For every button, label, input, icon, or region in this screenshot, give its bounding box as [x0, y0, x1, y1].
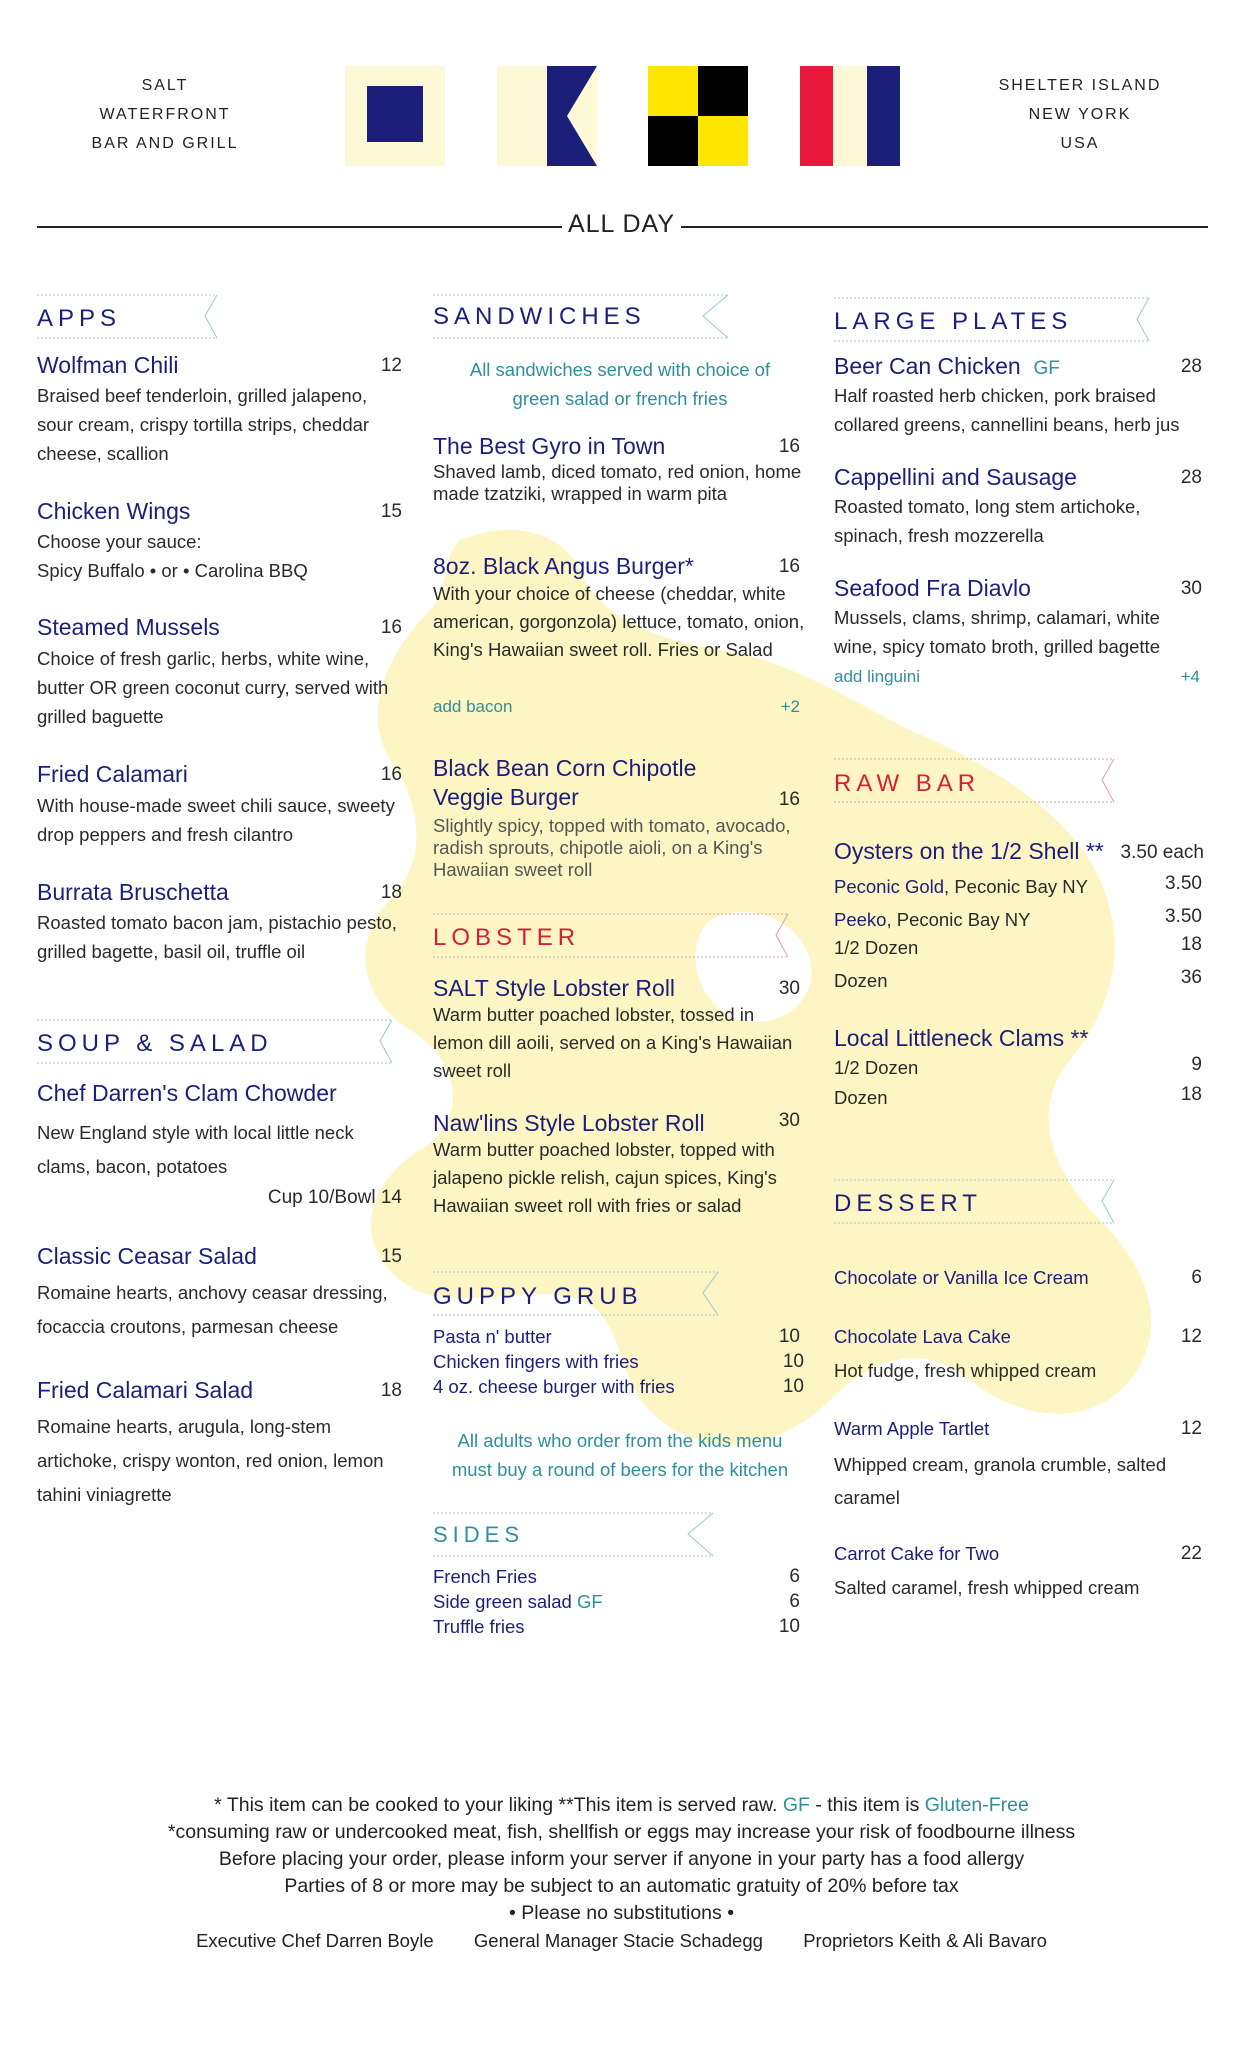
menu-item-price: 3.50 each [1120, 842, 1204, 863]
menu-item-desc: Romaine hearts, anchovy ceasar dressing, focaccia croutons, parmesan cheese [37, 1282, 388, 1337]
section-title-sides: SIDES [433, 1522, 525, 1547]
menu-item-name: Cappellini and Sausage [834, 464, 1077, 490]
menu-item-price: 3.50 [1165, 906, 1202, 927]
menu-item-desc: Whipped cream, granola crumble, salted caramel [834, 1454, 1167, 1508]
oyster-name: Peconic Gold [834, 876, 945, 897]
footer-line: Before placing your order, please inform your server if anyone in your party has a food allergy [218, 1848, 1025, 1870]
staff-credits [0, 1927, 1243, 1954]
section-title-large-plates: LARGE PLATES [834, 308, 1073, 335]
menu-item-name: Wolfman Chili [37, 352, 179, 378]
menu-item-price: 10 [782, 1376, 804, 1397]
oyster-origin: , Peconic Bay NY [944, 876, 1088, 897]
menu-item-price: 30 [1180, 578, 1202, 599]
side-name: Side green salad [433, 1591, 572, 1612]
menu-item-name: The Best Gyro in Town [433, 433, 666, 459]
menu-item-price: 18 [380, 882, 402, 903]
footer-line [0, 1792, 1243, 1819]
menu-item-price: 10 [778, 1616, 800, 1637]
menu-item-desc: Salted caramel, fresh whipped cream [834, 1577, 1140, 1598]
restaurant-name-block [70, 71, 260, 158]
header-right-line: SHELTER ISLAND [998, 77, 1162, 94]
menu-item-name: Oysters on the 1/2 Shell ** [834, 838, 1104, 864]
menu-item-price: 36 [1180, 967, 1202, 988]
addon-price: +2 [780, 697, 800, 716]
menu-item-desc: Warm butter poached lobster, topped with jalapeno pickle relish, cajun spices, King's Hawaiian sweet roll with fries or salad [433, 1139, 777, 1216]
menu-item-price: 22 [1180, 1543, 1202, 1564]
menu-item-price: 16 [778, 556, 800, 577]
footer-line: Parties of 8 or more may be subject to an automatic gratuity of 20% before tax [284, 1875, 959, 1897]
section-title-soup-salad: SOUP & SALAD [37, 1030, 273, 1057]
section-title-raw-bar: RAW BAR [834, 770, 981, 797]
menu-item-price: 16 [380, 764, 402, 785]
clam-row-label: Dozen [834, 1087, 888, 1108]
oyster-row-label: 1/2 Dozen [834, 937, 919, 958]
staff-name: Executive Chef Darren Boyle [196, 1930, 434, 1951]
section-title-lobster: LOBSTER [433, 924, 581, 951]
flag-l-icon [648, 66, 748, 166]
menu-item-name: Steamed Mussels [37, 614, 220, 640]
header-left-line: BAR AND GRILL [91, 135, 239, 152]
footer-text: * This item can be cooked to your liking **This item is served raw. [214, 1794, 778, 1816]
footer-line: *consuming raw or undercooked meat, fish, shellfish or eggs may increase your risk of foodbourne illness [167, 1821, 1076, 1843]
menu-item-price: 16 [778, 789, 800, 810]
location-block [985, 71, 1175, 158]
menu-item-price: 12 [1180, 1418, 1202, 1439]
menu-item-desc: Mussels, clams, shrimp, calamari, white wine, spicy tomato broth, grilled bagette [834, 607, 1160, 657]
menu-item-name: 4 oz. cheese burger with fries [433, 1376, 675, 1397]
menu-item-name: Veggie Burger [433, 784, 579, 810]
header-rule-right [681, 226, 1208, 228]
menu-item-price: 18 [1180, 934, 1202, 955]
menu-item-name: Chocolate Lava Cake [834, 1326, 1011, 1347]
menu-item-name: Carrot Cake for Two [834, 1543, 1000, 1564]
menu-item-price: 6 [789, 1591, 800, 1612]
menu-item-price: 10 [782, 1351, 804, 1372]
footer-line: • Please no substitutions • [508, 1902, 735, 1924]
item-name-text: Beer Can Chicken [834, 353, 1021, 379]
menu-item-desc: With your choice of cheese (cheddar, white american, gorgonzola) lettuce, tomato, onion, King's Hawaiian sweet roll. Fries or Salad [433, 583, 805, 660]
menu-item-name: Fried Calamari [37, 761, 188, 787]
header-rule-left [37, 226, 562, 228]
menu-item-desc: Half roasted herb chicken, pork braised collared greens, cannellini beans, herb jus [834, 385, 1180, 435]
oyster-row-label: Dozen [834, 970, 888, 991]
menu-item-desc: Hot fudge, fresh whipped cream [834, 1360, 1097, 1381]
menu-item-desc: Roasted tomato bacon jam, pistachio pesto, grilled bagette, basil oil, truffle oil [37, 912, 397, 962]
menu-item-name: Truffle fries [433, 1616, 525, 1637]
header-right-line: USA [1060, 135, 1100, 152]
menu-item-name: French Fries [433, 1566, 537, 1587]
menu-item-price: 6 [789, 1566, 800, 1587]
menu-item-name: Naw'lins Style Lobster Roll [433, 1110, 705, 1136]
menu-item-desc: New England style with local little neck clams, bacon, potatoes [37, 1122, 354, 1177]
menu-item-name: Chef Darren's Clam Chowder [37, 1080, 337, 1106]
menu-item-desc: Braised beef tenderloin, grilled jalapeno, sour cream, crispy tortilla strips, cheddar cheese, scallion [37, 385, 370, 464]
menu-item-name: Fried Calamari Salad [37, 1377, 254, 1403]
gf-tag: GF [577, 1591, 603, 1612]
menu-item-name: Chicken fingers with fries [433, 1351, 639, 1372]
menu-item-desc: Shaved lamb, diced tomato, red onion, home made tzatziki, wrapped in warm pita [433, 461, 802, 504]
addon-label: add bacon [433, 697, 513, 716]
menu-item-price: 12 [1180, 1326, 1202, 1347]
menu-item-desc: Romaine hearts, arugula, long-stem artichoke, crispy wonton, red onion, lemon tahini viniagrette [37, 1416, 384, 1505]
clam-row-label: 1/2 Dozen [834, 1057, 919, 1078]
menu-item-price: 6 [1191, 1267, 1202, 1288]
menu-item-price: 30 [778, 978, 800, 999]
menu-item-name: Chicken Wings [37, 498, 191, 524]
menu-item-price: 28 [1180, 467, 1202, 488]
menu-item-desc: Roasted tomato, long stem artichoke, spinach, fresh mozzerella [834, 496, 1141, 546]
menu-item-price: 10 [778, 1326, 800, 1347]
menu-item-price: 15 [380, 501, 402, 522]
menu-item-desc: Choice of fresh garlic, herbs, white wine, butter OR green coconut curry, served with grilled baguette [37, 648, 389, 727]
flag-t-icon [800, 66, 900, 166]
oyster-row [834, 872, 1088, 901]
menu-item-price: 9 [1191, 1054, 1202, 1075]
gf-legend: Gluten-Free [924, 1794, 1029, 1816]
menu-item-name: Seafood Fra Diavlo [834, 575, 1031, 601]
gf-tag: GF [1033, 358, 1060, 379]
menu-item-name: Warm Apple Tartlet [834, 1418, 990, 1439]
addon-price: +4 [1180, 667, 1200, 686]
flag-s-icon [345, 66, 445, 166]
oyster-name: Peeko [834, 909, 887, 930]
header-left-line: SALT [141, 77, 189, 94]
addon-label: add linguini [834, 667, 921, 686]
staff-name: General Manager Stacie Schadegg [473, 1930, 763, 1951]
menu-item-desc: Warm butter poached lobster, tossed in lemon dill aoili, served on a King's Hawaiian sweet roll [433, 1004, 793, 1081]
menu-item-name: Black Bean Corn Chipotle [433, 755, 697, 781]
menu-item-name: Burrata Bruschetta [37, 879, 229, 905]
menu-item-name: Chocolate or Vanilla Ice Cream [834, 1267, 1089, 1288]
section-title-sandwiches: SANDWICHES [433, 303, 646, 330]
header-right-line: NEW YORK [1028, 106, 1132, 123]
menu-item-price: 12 [380, 355, 402, 376]
menu-item-price: 18 [380, 1380, 402, 1401]
gf-tag: GF [782, 1794, 810, 1816]
menu-item-price: 16 [778, 436, 800, 457]
section-title-guppy-grub: GUPPY GRUB [433, 1283, 643, 1310]
menu-item-desc: Spicy Buffalo • or • Carolina BBQ [37, 560, 308, 581]
flag-a-icon [497, 66, 597, 166]
staff-name: Proprietors Keith & Ali Bavaro [803, 1930, 1047, 1951]
sandwich-note: All sandwiches served with choice of green salad or french fries [469, 359, 771, 409]
header-left-line: WATERFRONT [99, 106, 231, 123]
menu-item-name: 8oz. Black Angus Burger* [433, 553, 694, 579]
menu-item-price: 16 [380, 617, 402, 638]
menu-item-price: Cup 10/Bowl 14 [267, 1187, 402, 1208]
menu-item-desc: With house-made sweet chili sauce, sweety drop peppers and fresh cilantro [37, 795, 395, 845]
menu-item-name: Local Littleneck Clams ** [834, 1025, 1089, 1051]
menu-item-price: 15 [380, 1246, 402, 1267]
menu-item-name: Pasta n' butter [433, 1326, 552, 1347]
oyster-row [834, 905, 1030, 934]
menu-item-price: 18 [1180, 1084, 1202, 1105]
section-title-apps: APPS [37, 305, 122, 332]
menu-item-desc: Slightly spicy, topped with tomato, avocado, radish sprouts, chipotle aioli, on a King's Hawaiian sweet roll [433, 815, 791, 880]
menu-item-desc: Choose your sauce: [37, 531, 202, 552]
menu-item-name [433, 1591, 603, 1613]
menu-item-price: 28 [1180, 356, 1202, 377]
menu-item-price: 30 [778, 1110, 800, 1131]
oyster-origin: , Peconic Bay NY [886, 909, 1031, 930]
menu-item-price: 3.50 [1165, 873, 1202, 894]
kids-menu-note: All adults who order from the kids menu must buy a round of beers for the kitchen [451, 1430, 789, 1480]
menu-item-name: SALT Style Lobster Roll [433, 975, 676, 1001]
menu-title: ALL DAY [567, 210, 676, 238]
footer-text: - this item is [815, 1794, 920, 1816]
section-title-dessert: DESSERT [834, 1190, 982, 1217]
menu-item-name [834, 353, 1060, 380]
menu-item-name: Classic Ceasar Salad [37, 1243, 257, 1269]
